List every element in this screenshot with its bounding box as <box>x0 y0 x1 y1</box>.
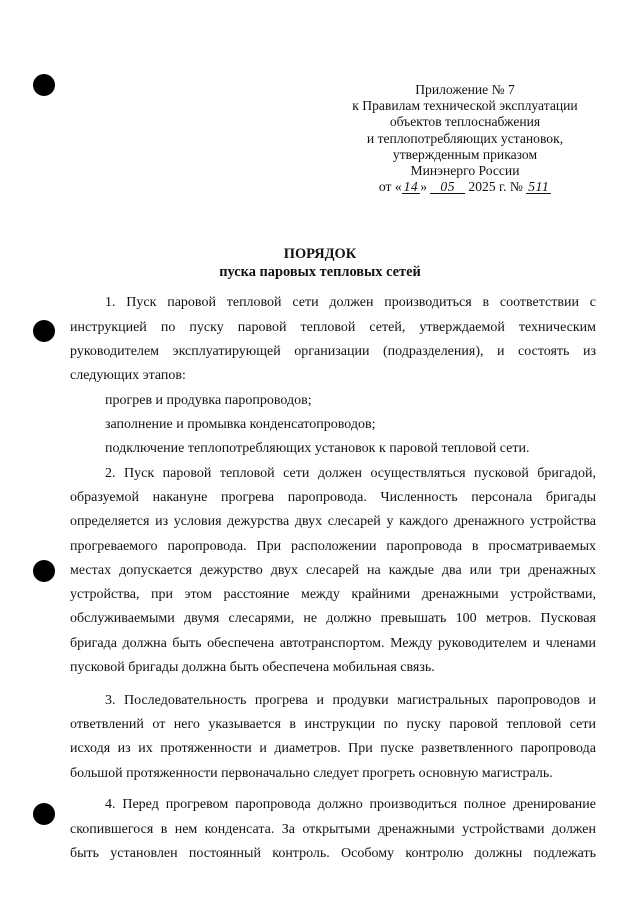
paragraph-2-line: устройства, при этом расстояние между крайними дренажными устройствами, <box>70 587 596 602</box>
paragraph-3-line: 3. Последовательность прогрева и продувки магистральных паропроводов и <box>105 693 596 708</box>
paragraph-3-line: ответвлений от него указывается в инструкции по пуску паровой тепловой сети <box>70 717 596 732</box>
paragraph-2-line: пусковой бригады должна быть обеспечена мобильная связь. <box>70 660 435 675</box>
paragraph-4-line: скопившегося в нем конденсата. За открытыми дренажными устройствами должен <box>70 822 596 837</box>
paragraph-1-line: 1. Пуск паровой тепловой сети должен производиться в соответствии с <box>105 295 596 310</box>
paragraph-3-line: исходя из их протяженности и диаметров. При пуске разветвленного паропровода <box>70 741 596 756</box>
appendix-ministry: Минэнерго России <box>410 163 520 179</box>
appendix-approved: утвержденным приказом <box>392 146 538 162</box>
handwritten-day: 14 <box>403 179 419 195</box>
handwritten-month: 05 <box>430 180 465 194</box>
paragraph-2-line: определяется из условия дежурства двух слесарей у каждого дренажного устройства <box>70 514 596 529</box>
list-item: заполнение и промывка конденсатопроводов; <box>105 417 376 432</box>
appendix-rules-ref: к Правилам технической эксплуатации <box>352 98 578 114</box>
appendix-date-line: от « 14 » 05 2025 г. № 511 <box>378 179 550 195</box>
handwritten-number: 511 <box>528 179 550 195</box>
appendix-objects: объектов теплоснабжения <box>389 114 541 130</box>
punch-hole <box>33 320 55 342</box>
paragraph-2-line: образуемой накануне прогрева паропровода. Численность персонала бригады <box>70 490 596 505</box>
document-title: ПОРЯДОК <box>283 246 357 262</box>
punch-hole <box>33 74 55 96</box>
appendix-header <box>300 82 630 195</box>
paragraph-2-line: бригада должна быть обеспечена автотранспортом. Между руководителем и членами <box>70 636 596 651</box>
paragraph-1-line: следующих этапов: <box>70 368 186 383</box>
paragraph-4-line: 4. Перед прогревом паропровода должно производиться полное дренирование <box>105 797 596 812</box>
appendix-installations: и теплопотребляющих установок, <box>366 130 564 146</box>
paragraph-4-line: быть установлен постоянный контроль. Особому контролю должны подлежать <box>70 846 596 861</box>
paragraph-1-line: руководителем эксплуатирующей организации (подразделения), и состоять из <box>70 344 596 359</box>
appendix-number: Приложение № 7 <box>415 82 515 97</box>
document-subtitle: пуска паровых тепловых сетей <box>219 264 421 280</box>
paragraph-2-line: местах допускается дежурство двух слесарей на каждые два или три дренажных <box>70 563 596 578</box>
punch-hole <box>33 560 55 582</box>
list-item: прогрев и продувка паропроводов; <box>105 393 312 408</box>
paragraph-2-line: прогреваемого паропровода. При расположении паропровода в просматриваемых <box>70 539 596 554</box>
paragraph-3-line: большой протяженности первоначально следует прогреть основную магистраль. <box>70 766 553 781</box>
paragraph-2-line: обслуживаемыми двумя слесарями, не должно превышать 100 метров. Пусковая <box>70 611 596 626</box>
punch-hole <box>33 803 55 825</box>
paragraph-2-line: 2. Пуск паровой тепловой сети должен осуществляться пусковой бригадой, <box>105 466 596 481</box>
list-item: подключение теплопотребляющих установок к паровой тепловой сети. <box>105 441 530 456</box>
paragraph-1-line: инструкцией по пуску паровой тепловой сетей, утверждаемой техническим <box>70 320 596 335</box>
